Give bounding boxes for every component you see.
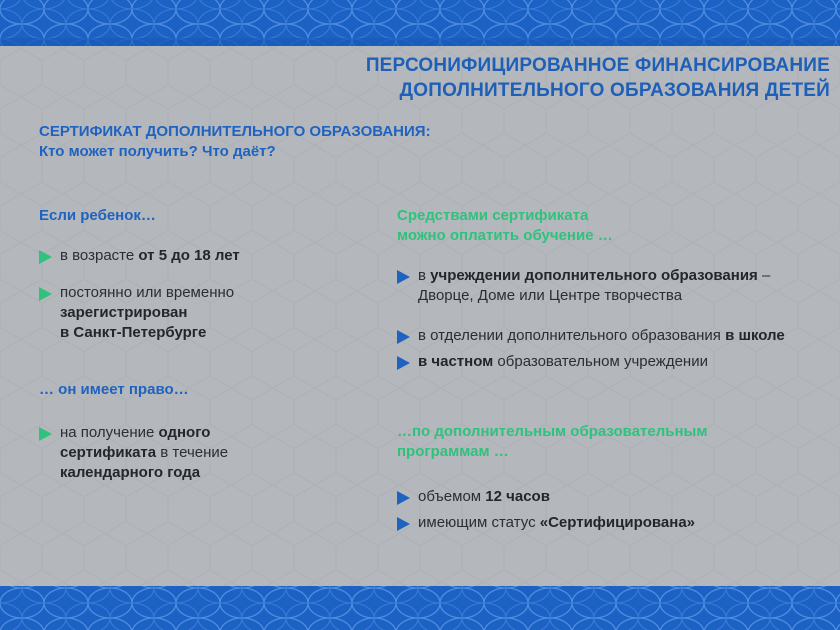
section-subtitle — [39, 122, 559, 162]
school-department-item: в отделении дополнительного образования в школе — [397, 326, 840, 346]
slide-title — [190, 53, 830, 103]
bullet-arrow-icon — [397, 330, 410, 344]
bullet-arrow-icon — [397, 491, 410, 505]
title-line-1: ПЕРСОНИФИЦИРОВАННОЕ ФИНАНСИРОВАНИЕ — [365, 55, 830, 76]
top-decorative-band — [0, 0, 840, 46]
certificate-right-item: на получение одного сертификата в течение календарного года — [39, 423, 390, 483]
age-condition-item: в возрасте от 5 до 18 лет — [39, 246, 390, 266]
registration-condition-item: постоянно или временно зарегистрирован в Санкт-Петербурге — [39, 283, 390, 343]
institution-item: в учреждении дополнительного образования – Дворце, Доме или Центре творчества — [397, 266, 840, 306]
bullet-arrow-icon — [397, 270, 410, 284]
programs-heading: …по дополнительным образовательным программам … — [397, 423, 708, 460]
subtitle-line-2: Кто может получить? Что даёт? — [39, 143, 276, 160]
bullet-arrow-icon — [39, 250, 52, 264]
bottom-decorative-band — [0, 586, 840, 630]
eligibility-heading: Если ребенок… — [39, 207, 156, 224]
certified-status-item: имеющим статус «Сертифицирована» — [397, 513, 840, 533]
bullet-arrow-icon — [397, 356, 410, 370]
bullet-arrow-icon — [397, 517, 410, 531]
private-institution-item: в частном образовательном учреждении — [397, 352, 840, 372]
rights-heading: … он имеет право… — [39, 381, 189, 398]
subtitle-line-1: СЕРТИФИКАТ ДОПОЛНИТЕЛЬНОГО ОБРАЗОВАНИЯ: — [39, 123, 431, 140]
payment-heading: Средствами сертификата можно оплатить обучение … — [397, 207, 613, 244]
bullet-arrow-icon — [39, 287, 52, 301]
bullet-arrow-icon — [39, 427, 52, 441]
title-line-2: ДОПОЛНИТЕЛЬНОГО ОБРАЗОВАНИЯ ДЕТЕЙ — [399, 80, 830, 101]
hours-volume-item: объемом 12 часов — [397, 487, 840, 507]
